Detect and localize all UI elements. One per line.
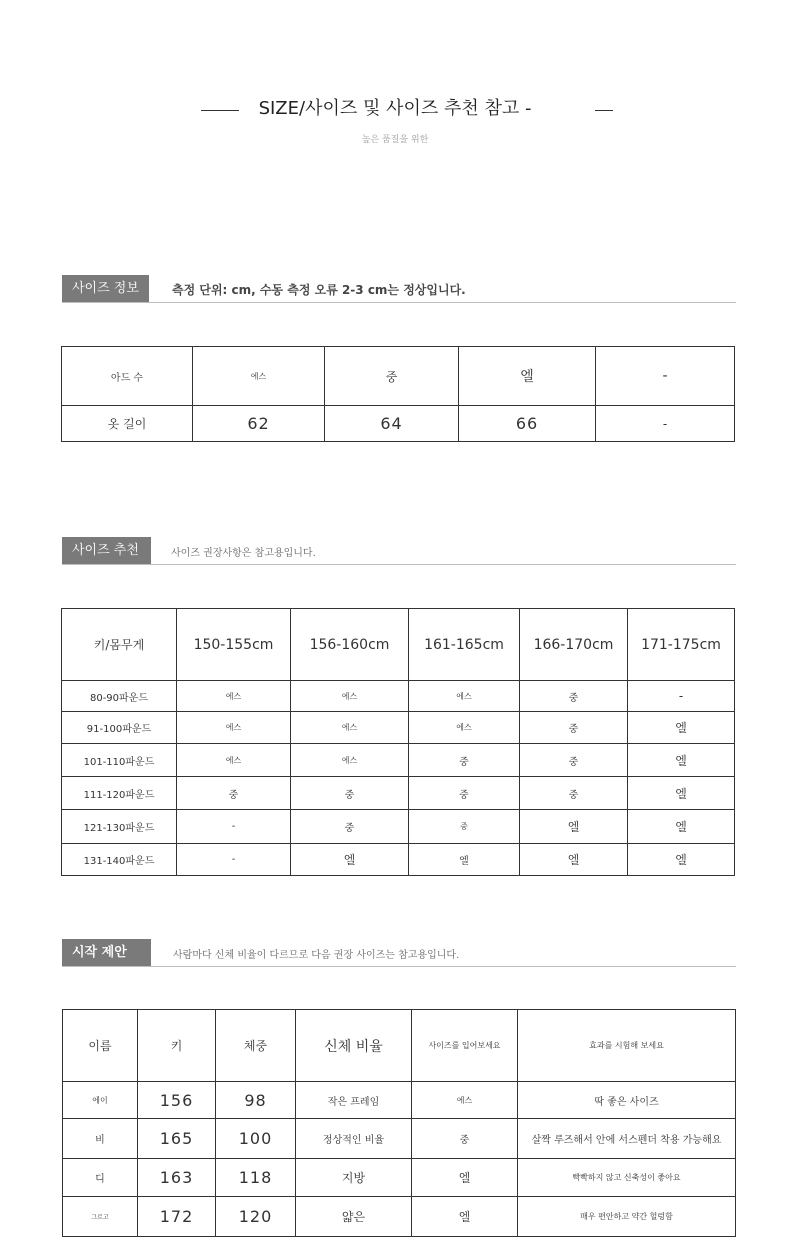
table-cell: 엘 — [291, 844, 409, 876]
table-cell: 에이 — [63, 1082, 138, 1119]
table-cell: 중 — [291, 810, 409, 844]
header-line-right — [595, 110, 613, 111]
table-cell: - — [596, 406, 735, 442]
table-cell: 엘 — [409, 844, 520, 876]
table-header: 키 — [138, 1010, 216, 1082]
section-label-fitting: 시작 제안 — [62, 939, 151, 966]
size-recommend-table — [61, 608, 735, 876]
table-cell: 작은 프레임 — [296, 1082, 412, 1119]
table-header: - — [596, 347, 735, 406]
table-cell: - — [628, 681, 735, 712]
table-cell: 156 — [138, 1082, 216, 1119]
table-cell: 에스 — [177, 744, 291, 777]
table-cell: 옷 길이 — [62, 406, 193, 442]
table-cell: 111-120파운드 — [62, 777, 177, 810]
table-cell: 에스 — [177, 712, 291, 744]
table-cell: 64 — [325, 406, 459, 442]
table-cell: 엘 — [628, 810, 735, 844]
table-cell: 정상적인 비율 — [296, 1119, 412, 1159]
table-cell: 중 — [520, 681, 628, 712]
table-cell: 엘 — [412, 1159, 518, 1197]
table-cell: 131-140파운드 — [62, 844, 177, 876]
section-label-size-info: 사이즈 정보 — [62, 275, 149, 302]
table-cell: 엘 — [520, 810, 628, 844]
table-cell: - — [177, 810, 291, 844]
table-cell: 에스 — [409, 712, 520, 744]
table-cell: 172 — [138, 1197, 216, 1237]
table-cell: 엘 — [628, 844, 735, 876]
table-header: 효과를 시험해 보세요 — [518, 1010, 736, 1082]
table-header: 161-165cm — [409, 609, 520, 681]
page-title: SIZE/사이즈 및 사이즈 추천 참고 - — [258, 98, 532, 119]
table-cell: 중 — [409, 810, 520, 844]
table-cell: 중 — [520, 777, 628, 810]
table-cell: 62 — [193, 406, 325, 442]
section-divider — [62, 302, 736, 303]
size-info-table — [61, 346, 735, 442]
table-cell: 매우 편안하고 약간 헐렁함 — [518, 1197, 736, 1237]
table-cell: 중 — [412, 1119, 518, 1159]
table-cell: 에스 — [412, 1082, 518, 1119]
table-cell: 91-100파운드 — [62, 712, 177, 744]
table-cell: 100 — [216, 1119, 296, 1159]
table-header: 체중 — [216, 1010, 296, 1082]
table-cell: 살짝 루즈해서 안에 서스펜더 착용 가능해요 — [518, 1119, 736, 1159]
table-cell: 엘 — [628, 777, 735, 810]
table-cell: 에스 — [291, 681, 409, 712]
table-cell: 중 — [520, 744, 628, 777]
table-header: 신체 비율 — [296, 1010, 412, 1082]
table-cell: 중 — [409, 777, 520, 810]
table-cell: 중 — [409, 744, 520, 777]
fitting-table — [62, 1009, 736, 1237]
table-cell: 엘 — [520, 844, 628, 876]
table-cell: 에스 — [409, 681, 520, 712]
table-header: 중 — [325, 347, 459, 406]
size-recommend-note: 사이즈 권장사항은 참고용입니다. — [171, 548, 316, 559]
table-cell: 디 — [63, 1159, 138, 1197]
table-header: 166-170cm — [520, 609, 628, 681]
table-cell: 얇은 — [296, 1197, 412, 1237]
table-header: 엘 — [459, 347, 596, 406]
page-subtitle: 높은 품질을 위한 — [361, 135, 429, 145]
table-cell: 163 — [138, 1159, 216, 1197]
table-cell: 66 — [459, 406, 596, 442]
table-cell: 중 — [177, 777, 291, 810]
table-cell: 101-110파운드 — [62, 744, 177, 777]
section-divider — [62, 564, 736, 565]
table-header: 에스 — [193, 347, 325, 406]
table-cell: 엘 — [412, 1197, 518, 1237]
table-header: 150-155cm — [177, 609, 291, 681]
table-cell: 121-130파운드 — [62, 810, 177, 844]
table-cell: 지방 — [296, 1159, 412, 1197]
table-cell: 중 — [520, 712, 628, 744]
table-cell: 빡빡하지 않고 신축성이 좋아요 — [518, 1159, 736, 1197]
table-header: 156-160cm — [291, 609, 409, 681]
table-cell: 에스 — [291, 712, 409, 744]
table-cell: 비 — [63, 1119, 138, 1159]
table-cell: 80-90파운드 — [62, 681, 177, 712]
table-cell: 딱 좋은 사이즈 — [518, 1082, 736, 1119]
table-cell: 에스 — [177, 681, 291, 712]
size-info-note: 측정 단위: cm, 수동 측정 오류 2-3 cm는 정상입니다. — [172, 283, 466, 297]
table-cell: 중 — [291, 777, 409, 810]
fitting-note: 사람마다 신체 비율이 다르므로 다음 권장 사이즈는 참고용입니다. — [173, 950, 460, 961]
section-label-size-recommend: 사이즈 추천 — [62, 537, 151, 564]
table-header: 이름 — [63, 1010, 138, 1082]
table-cell: 165 — [138, 1119, 216, 1159]
table-cell: 그르고 — [63, 1197, 138, 1237]
table-cell: 엘 — [628, 712, 735, 744]
table-cell: 98 — [216, 1082, 296, 1119]
table-header: 171-175cm — [628, 609, 735, 681]
table-cell: 118 — [216, 1159, 296, 1197]
table-header: 아드 수 — [62, 347, 193, 406]
table-cell: 120 — [216, 1197, 296, 1237]
table-header: 사이즈를 입어보세요 — [412, 1010, 518, 1082]
table-cell: 에스 — [291, 744, 409, 777]
section-divider — [62, 966, 736, 967]
table-cell: 엘 — [628, 744, 735, 777]
table-header: 키/몸무게 — [62, 609, 177, 681]
table-cell: - — [177, 844, 291, 876]
